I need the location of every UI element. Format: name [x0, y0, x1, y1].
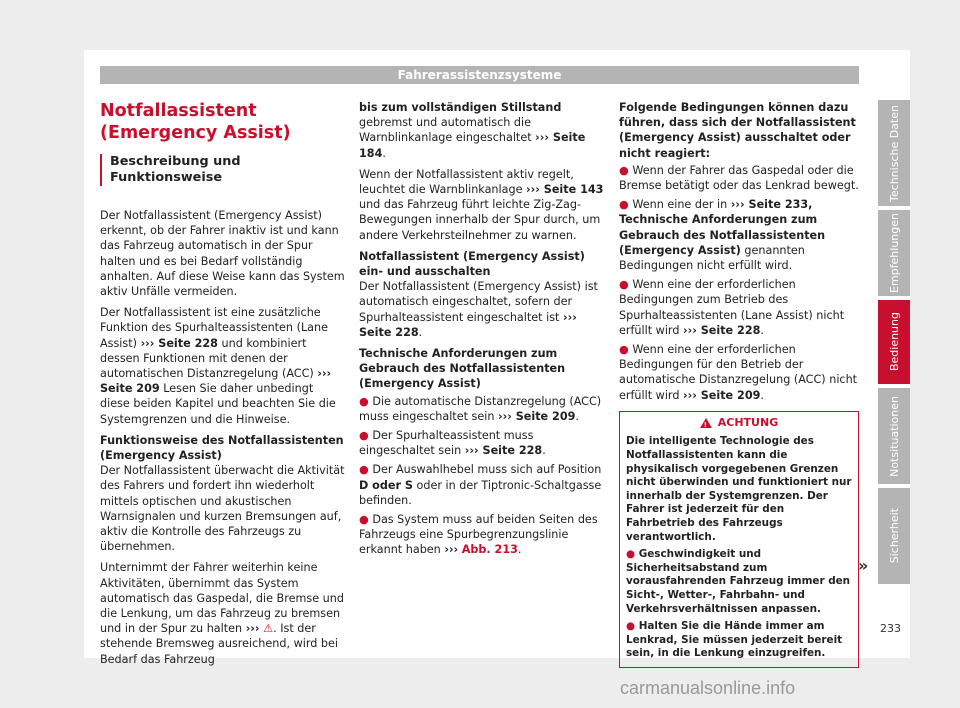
bullet-icon: ● [619, 198, 629, 212]
page-link[interactable]: ››› Seite 228 [140, 336, 218, 350]
page-link[interactable]: ››› Seite 209 [683, 388, 761, 402]
list-item: ● Wenn eine der erforderlichen Bedingungen zum Betrieb des Spurhalteassistenten (Lane Assist) nicht erfüllt wird ››› Seite 228. [619, 278, 845, 337]
list-item: ● Wenn eine der erforderlichen Bedingungen für den Betrieb der automatische Distanzregelung (ACC) nicht erfüllt wird ››› Seite 209. [619, 343, 858, 402]
paragraph: Der Notfallassistent (Emergency Assist) erkennt, ob der Fahrer inaktiv ist und kann das Fahrzeug automatisch in der Spur halten und es bei Bedarf vollständig anhalten. Auf diese Weise kann das System aktiv Unfälle vermeiden. [100, 209, 345, 299]
bullet-icon: ● [359, 429, 369, 443]
subheading: Notfallassistent (Emergency Assist) ein- und ausschalten [359, 249, 585, 279]
bullet-icon: ● [359, 463, 369, 477]
column-1 [100, 100, 345, 673]
page-number: 233 [880, 622, 901, 635]
tab-bedienung[interactable]: Bedienung [878, 300, 910, 384]
warning-label: ACHTUNG [717, 415, 779, 429]
page-link[interactable]: ››› Seite 233, Technische Anforderungen zum Gebrauch des Notfallassistenten (Emergency Assist) [619, 198, 826, 257]
list-item: ● Die automatische Distanzregelung (ACC) muss eingeschaltet sein ››› Seite 209. [359, 394, 602, 423]
warning-text: Die intelligente Technologie des Notfallassistenten kann die physikalisch vorgegebenen Grenzen nicht überwinden und funktioniert nur innerhalb der Systemgrenzen. Der Fahrer ist jederzeit für den Fahrbetrieb des Fahrzeugs verantwortlich. [626, 435, 852, 543]
warning-header [626, 412, 852, 436]
warning-box [619, 411, 859, 668]
page-link[interactable]: ››› Seite 228 [683, 323, 761, 337]
page-title: Notfallassistent (Emergency Assist) [100, 101, 291, 143]
bullet-icon: ● [626, 620, 636, 633]
column-3 [619, 100, 859, 668]
bullet-icon: ● [359, 394, 369, 408]
paragraph: bis zum vollständigen Stillstand gebremst und automatisch die Warnblinkanlage eingeschaltet ››› Seite 184. [359, 101, 586, 160]
list-item: ● Der Auswahlhebel muss sich auf Position D oder S oder in der Tiptronic-Schaltgasse befinden. [359, 463, 602, 507]
list-item: ● Der Spurhalteassistent muss eingeschaltet sein ››› Seite 228. [359, 429, 546, 458]
page-link[interactable]: ››› Seite 184 [359, 131, 586, 160]
tab-notsituationen[interactable]: Notsituationen [878, 388, 910, 484]
bullet-icon: ● [359, 513, 369, 527]
list-item: ● Wenn eine der in ››› Seite 233, Technische Anforderungen zum Gebrauch des Notfallassistenten (Emergency Assist) genannten Bedingungen nicht erfüllt wird. [619, 198, 826, 273]
section-title: Beschreibung und Funktionsweise [100, 154, 345, 186]
page-link[interactable]: ››› Seite 228 [359, 310, 577, 339]
warning-item: ● Geschwindigkeit und Sicherheitsabstand zum vorausfahrenden Fahrzeug immer den Sicht-, Wetter-, Fahrbahn- und Verkehrsverhältnissen anpassen. [626, 548, 851, 615]
bullet-icon: ● [619, 343, 629, 357]
watermark: carmanualsonline.info [620, 678, 796, 698]
paragraph: Wenn der Notfallassistent aktiv regelt, leuchtet die Warnblinkanlage ››› Seite 143 und das Fahrzeug führt leichte Zig-Zag-Bewegungen innerhalb der Spur durch, um andere Verkehrsteilnehmer zu warnen. [359, 167, 604, 242]
tab-sicherheit[interactable]: Sicherheit [878, 488, 910, 584]
page-link[interactable]: ››› Seite 228 [464, 444, 543, 458]
bullet-icon: ● [626, 548, 636, 561]
subheading: Funktionsweise des Notfallassistenten (Emergency Assist) [100, 433, 344, 463]
warning-icon: ⚠ [263, 622, 274, 636]
bullet-icon: ● [619, 163, 629, 177]
figure-link[interactable]: Abb. 213 [461, 543, 518, 557]
list-item: ● Das System muss auf beiden Seiten des Fahrzeugs eine Spurbegrenzungslinie erkannt haben ››› Abb. 213. [359, 513, 598, 557]
column-2 [359, 100, 604, 562]
warning-icon [700, 418, 712, 428]
page-link[interactable]: ››› Seite 209 [498, 409, 576, 423]
subheading: Folgende Bedingungen können dazu führen, dass sich der Notfallassistent (Emergency Assist) ausschaltet oder nicht reagiert: [619, 101, 856, 160]
page-link[interactable]: ››› Seite 209 [100, 367, 332, 396]
tab-technische-daten[interactable]: Technische Daten [878, 100, 910, 206]
bullet-icon: ● [619, 278, 629, 292]
list-item: ● Wenn der Fahrer das Gaspedal oder die Bremse betätigt oder das Lenkrad bewegt. [619, 163, 859, 193]
page-link[interactable]: ››› Seite 143 [526, 183, 604, 197]
tab-empfehlungen[interactable]: Empfehlungen [878, 210, 910, 296]
chapter-header: Fahrerassistenzsysteme [100, 66, 859, 84]
paragraph: Der Notfallassistent (Emergency Assist) ist automatisch eingeschaltet, sofern der Spurhalteassistent eingeschaltet ist ››› Seite 228. [359, 280, 598, 339]
warning-item: ● Halten Sie die Hände immer am Lenkrad, Sie müssen jederzeit bereit sein, in die Lenkung einzugreifen. [626, 620, 843, 660]
paragraph: Unternimmt der Fahrer weiterhin keine Aktivitäten, übernimmt das System automatisch das Gaspedal, die Bremse und die Lenkung, um das Fahrzeug zu bremsen und in der Spur zu halten ››› ⚠. Ist der stehende Bremsweg ausreichend, wird bei Bedarf das Fahrzeug [100, 561, 344, 666]
continue-arrow-icon: » [858, 556, 869, 575]
paragraph: Der Notfallassistent ist eine zusätzliche Funktion des Spurhalteassistenten (Lane Assist) ››› Seite 228 und kombiniert dessen Funktionen mit denen der automatischen Distanzregelung (ACC) ››› Seite 209 Lesen Sie daher unbedingt diese beiden Kapitel und beachten Sie die Systemgrenzen und die Hinweise. [100, 306, 336, 426]
subheading: Technische Anforderungen zum Gebrauch des Notfallassistenten (Emergency Assist) [359, 347, 566, 391]
warning-link[interactable]: ››› [245, 622, 260, 636]
paragraph: Der Notfallassistent überwacht die Aktivität des Fahrers und fordert ihn wiederholt mittels optischen und akustischen Warnsignalen und kurzen Bremsungen auf, aktiv die Kontrolle des Fahrzeugs zu übernehmen. [100, 464, 345, 554]
